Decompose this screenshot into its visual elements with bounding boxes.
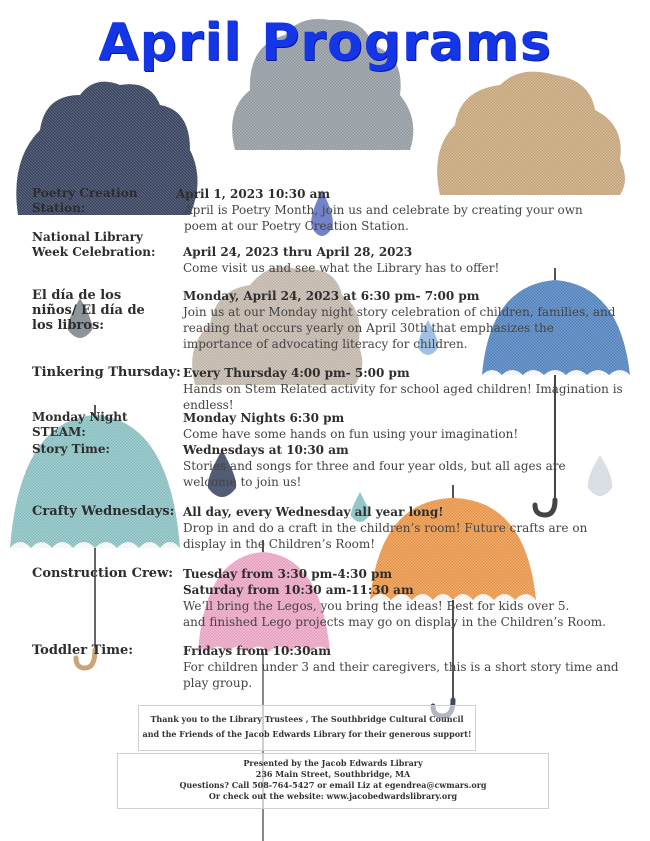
- program-description-secondary: and finished Lego projects may go on display in the Children’s Room.: [183, 615, 606, 629]
- program-date: Monday Nights 6:30 pm: [183, 411, 345, 425]
- library-info-box: [117, 753, 549, 809]
- program-details: [183, 566, 623, 630]
- program-date: Wednesdays at 10:30 am: [183, 443, 349, 457]
- footer-contact: Questions? Call 508-764-5427 or email Liz at egendrea@cwmars.org: [179, 780, 487, 790]
- program-label: Poetry Creation Station:: [32, 186, 138, 215]
- program-date-secondary: Saturday from 10:30 am-11:30 am: [183, 583, 414, 597]
- program-label: Crafty Wednesdays:: [32, 504, 175, 519]
- program-date: April 1, 2023 10:30 am: [176, 187, 331, 201]
- program-details: [183, 244, 623, 276]
- program-details: [183, 288, 623, 352]
- program-date: April 24, 2023 thru April 28, 2023: [183, 245, 413, 259]
- thanks-line: and the Friends of the Jacob Edwards Library for their generous support!: [142, 729, 472, 739]
- program-date: All day, every Wednesday all year long!: [183, 505, 444, 519]
- footer-website: Or check out the website: www.jacobedwardslibrary.org: [208, 791, 458, 801]
- program-label: Construction Crew:: [32, 566, 174, 581]
- thank-you-box: [138, 705, 476, 751]
- program-description: April is Poetry Month, join us and celebrate by creating your own poem at our Poetry Creation Station.: [184, 203, 583, 233]
- program-description: Hands on Stem Related activity for school aged children! Imagination is endless!: [183, 382, 623, 412]
- page-title: April Programs: [98, 13, 552, 73]
- program-details: [183, 504, 623, 552]
- footer-address: 236 Main Street, Southbridge, MA: [255, 769, 411, 779]
- program-label: El día de los niños/ El día de los libros:: [32, 288, 145, 333]
- tan-cloud-icon: [437, 72, 625, 195]
- program-description: Drop in and do a craft in the children’s room! Future crafts are on display in the Children’s Room!: [183, 521, 588, 551]
- program-description: Stories and songs for three and four year olds, but all ages are welcome to join us!: [183, 459, 566, 489]
- program-details: [183, 365, 623, 413]
- program-label: Tinkering Thursday:: [32, 365, 181, 380]
- program-date: Monday, April 24, 2023 at 6:30 pm- 7:00 pm: [183, 289, 480, 303]
- program-date: Tuesday from 3:30 pm-4:30 pm: [183, 567, 393, 581]
- program-label: Toddler Time:: [32, 643, 134, 658]
- footer-presenter: Presented by the Jacob Edwards Library: [243, 758, 423, 768]
- program-label: Monday Night STEAM:: [32, 410, 128, 439]
- program-label: Story Time:: [32, 442, 110, 456]
- program-description: Come have some hands on fun using your imagination!: [183, 427, 519, 441]
- program-description: We’ll bring the Legos, you bring the ideas! Best for kids over 5.: [183, 599, 570, 613]
- program-description: Come visit us and see what the Library has to offer!: [183, 261, 500, 275]
- program-description: For children under 3 and their caregivers, this is a short story time and play group.: [183, 660, 619, 690]
- program-label: National Library Week Celebration:: [32, 230, 156, 259]
- program-description: Join us at our Monday night story celebration of children, families, and reading that occurs yearly on April 30th that emphasizes the importance of advocating literacy for children.: [183, 305, 616, 351]
- program-details: [176, 186, 616, 234]
- program-date: Fridays from 10:30am: [183, 644, 331, 658]
- program-details: [183, 410, 623, 442]
- program-details: [183, 643, 623, 691]
- thanks-line: Thank you to the Library Trustees , The Southbridge Cultural Council: [150, 714, 464, 724]
- program-details: [183, 442, 623, 490]
- program-date: Every Thursday 4:00 pm- 5:00 pm: [183, 366, 410, 380]
